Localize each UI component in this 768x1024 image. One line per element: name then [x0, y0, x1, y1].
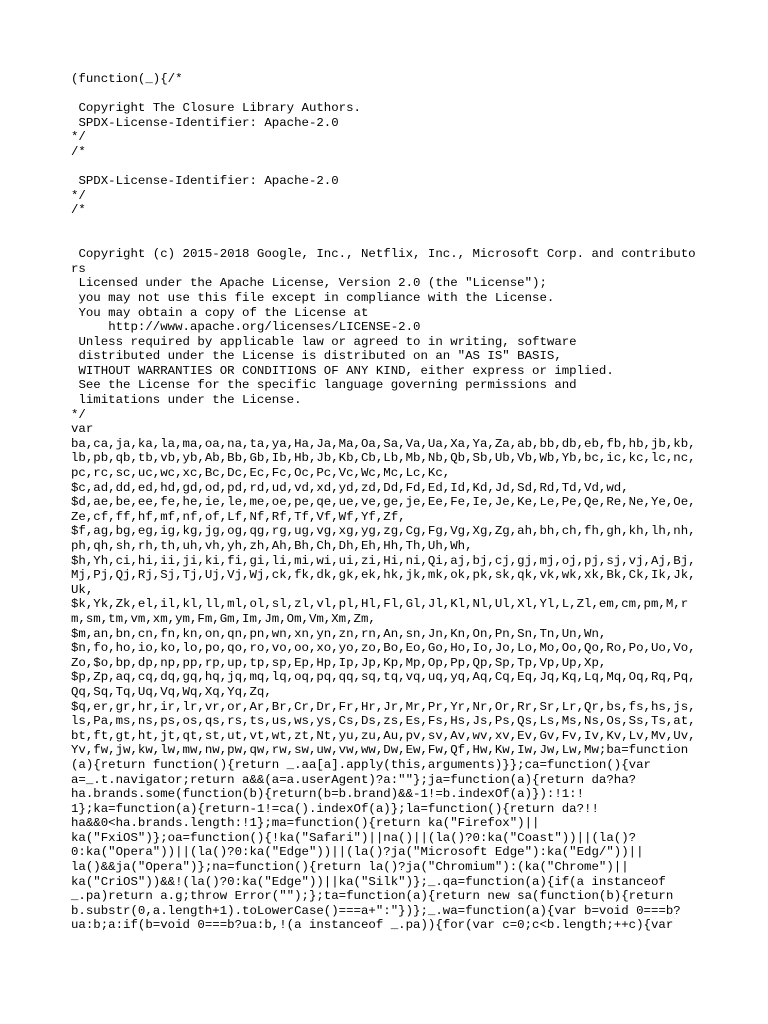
code-line: $d,ae,be,ee,fe,he,ie,le,me,oe,pe,qe,ue,ve,ge,je,Ee,Fe,Ie,Je,Ke,Le,Pe,Qe,Re,Ne,Ye,Oe,Ze,cf,ff,hf,mf,nf,of,Lf,Nf,Rf,Tf,Vf,Wf,Yf,Zf,	[71, 495, 696, 524]
code-line: la()&&ja("Opera")};na=function(){return la()?ja("Chromium"):(ka("Chrome")||	[71, 860, 629, 875]
code-line: ka("FxiOS")};oa=function(){!ka("Safari")||na()||(la()?0:ka("Coast"))||(la()?	[71, 830, 637, 845]
code-line	[71, 160, 703, 175]
code-line: Copyright (c) 2015-2018 Google, Inc., Netflix, Inc., Microsoft Corp. and contributors	[71, 247, 696, 276]
code-line: WITHOUT WARRANTIES OR CONDITIONS OF ANY KIND, either express or implied.	[71, 363, 614, 378]
code-line: b.substr(0,a.length+1).toLowerCase()===a+":"})};_.wa=function(a){var b=void 0===b?	[71, 903, 681, 918]
code-line: Licensed under the Apache License, Version 2.0 (the "License");	[71, 276, 547, 291]
code-line: $h,Yh,ci,hi,ii,ji,ki,fi,gi,li,mi,wi,ui,zi,Hi,ni,Qi,aj,bj,cj,gj,mj,oj,pj,sj,vj,Aj,Bj,Mj,Pj,Qj,Rj,Sj,Tj,Uj,Vj,Wj,ck,fk,dk,gk,ek,hk,jk,mk,ok,pk,sk,qk,vk,wk,xk,Bk,Ck,Ik,Jk,Uk,	[71, 553, 696, 597]
code-line: ua:b;a:if(b=void 0===b?ua:b,!(a instanceof _.pa)){for(var c=0;c<b.length;++c){var	[71, 918, 674, 933]
code-line	[71, 218, 703, 233]
code-line: See the License for the specific language governing permissions and	[71, 378, 577, 393]
code-line: limitations under the License.	[71, 393, 302, 408]
code-line: */	[71, 407, 86, 422]
code-line: http://www.apache.org/licenses/LICENSE-2.0	[71, 320, 421, 335]
code-line: SPDX-License-Identifier: Apache-2.0	[71, 115, 339, 130]
code-line: you may not use this file except in compliance with the License.	[71, 290, 555, 305]
source-code-document	[71, 72, 703, 933]
code-line	[71, 87, 703, 102]
code-line: $f,ag,bg,eg,ig,kg,jg,og,qg,rg,ug,vg,xg,yg,zg,Cg,Fg,Vg,Xg,Zg,ah,bh,ch,fh,gh,kh,lh,nh,ph,qh,sh,rh,th,uh,vh,yh,zh,Ah,Bh,Ch,Dh,Eh,Hh,Th,Uh,Wh,	[71, 524, 696, 553]
code-line: distributed under the License is distributed on an "AS IS" BASIS,	[71, 349, 562, 364]
code-line: ka("CriOS"))&&!(la()?0:ka("Edge"))||ka("Silk")};_.qa=function(a){if(a instanceof	[71, 874, 666, 889]
code-line: 0:ka("Opera"))||(la()?0:ka("Edge"))||(la()?ja("Microsoft Edge"):ka("Edg/"))||	[71, 845, 644, 860]
code-line: 1};ka=function(a){return-1!=ca().indexOf(a)};la=function(){return da?!!	[71, 801, 599, 816]
code-line: SPDX-License-Identifier: Apache-2.0	[71, 174, 339, 189]
code-line: /*	[71, 203, 86, 218]
code-line: /*	[71, 144, 86, 159]
code-line: $m,an,bn,cn,fn,kn,on,qn,pn,wn,xn,yn,zn,rn,An,sn,Jn,Kn,On,Pn,Sn,Tn,Un,Wn,	[71, 626, 607, 641]
code-line	[71, 233, 703, 248]
code-line: $c,ad,dd,ed,hd,gd,od,pd,rd,ud,vd,xd,yd,zd,Dd,Fd,Ed,Id,Kd,Jd,Sd,Rd,Td,Vd,wd,	[71, 480, 629, 495]
code-line: ha&&0<ha.brands.length:!1};ma=function(){return ka("Firefox")||	[71, 816, 540, 831]
code-line: a=_.t.navigator;return a&&(a=a.userAgent)?a:""};ja=function(a){return da?ha?	[71, 772, 637, 787]
code-line: (function(_){/*	[71, 72, 183, 86]
code-line: ha.brands.some(function(b){return(b=b.brand)&&-1!=b.indexOf(a)}):!1:!	[71, 787, 585, 802]
code-line: */	[71, 188, 86, 203]
code-line: */	[71, 130, 86, 145]
code-line: var	[71, 422, 94, 437]
code-line: $k,Yk,Zk,el,il,kl,ll,ml,ol,sl,zl,vl,pl,Hl,Fl,Gl,Jl,Kl,Nl,Ul,Xl,Yl,L,Zl,em,cm,pm,M,rm,sm,tm,vm,xm,ym,Fm,Gm,Im,Jm,Om,Vm,Xm,Zm,	[71, 597, 689, 626]
code-line: _.pa)return a.g;throw Error("");};ta=function(a){return new sa(function(b){return	[71, 889, 674, 904]
code-line: $p,Zp,aq,cq,dq,gq,hq,jq,mq,lq,oq,pq,qq,sq,tq,vq,uq,yq,Aq,Cq,Eq,Jq,Kq,Lq,Mq,Oq,Rq,Pq,Qq,Sq,Tq,Uq,Vq,Wq,Xq,Yq,Zq,	[71, 670, 696, 699]
code-line: $q,er,gr,hr,ir,lr,vr,or,Ar,Br,Cr,Dr,Fr,Hr,Jr,Mr,Pr,Yr,Nr,Or,Rr,Sr,Lr,Qr,bs,fs,hs,js,ls,Pa,ms,ns,ps,os,qs,rs,ts,us,ws,ys,Cs,Ds,zs,Es,Fs,Hs,Js,Ps,Qs,Ls,Ms,Ns,Os,Ss,Ts,at,bt,ft,gt,ht,jt,qt,st,ut,vt,wt,zt,Nt,yu,zu,Au,pv,sv,Av,wv,xv,Ev,Gv,Fv,Iv,Kv,Lv,Mv,Uv,Yv,fw,jw,kw,lw,mw,nw,pw,qw,rw,sw,uw,vw,ww,Dw,Ew,Fw,Qf,Hw,Kw,Iw,Jw,Lw,Mw;ba=function(a){return function(){return _.aa[a].apply(this,arguments)}};ca=function(){var	[71, 699, 696, 772]
code-line: ba,ca,ja,ka,la,ma,oa,na,ta,ya,Ha,Ja,Ma,Oa,Sa,Va,Ua,Xa,Ya,Za,ab,bb,db,eb,fb,hb,jb,kb,lb,pb,qb,tb,vb,yb,Ab,Bb,Gb,Ib,Hb,Jb,Kb,Cb,Lb,Mb,Nb,Qb,Sb,Ub,Vb,Wb,Yb,bc,ic,kc,lc,nc,pc,rc,sc,uc,wc,xc,Bc,Dc,Ec,Fc,Oc,Pc,Vc,Wc,Mc,Lc,Kc,	[71, 436, 696, 481]
code-line: Unless required by applicable law or agreed to in writing, software	[71, 334, 577, 349]
code-line: Copyright The Closure Library Authors.	[71, 101, 361, 116]
code-line: $n,fo,ho,io,ko,lo,po,qo,ro,vo,oo,xo,yo,zo,Bo,Eo,Go,Ho,Io,Jo,Lo,Mo,Oo,Qo,Ro,Po,Uo,Vo,Zo,$o,bp,dp,np,pp,rp,up,tp,sp,Ep,Hp,Ip,Jp,Kp,Mp,Op,Pp,Qp,Sp,Tp,Vp,Up,Xp,	[71, 641, 696, 670]
code-line: You may obtain a copy of the License at	[71, 305, 369, 320]
